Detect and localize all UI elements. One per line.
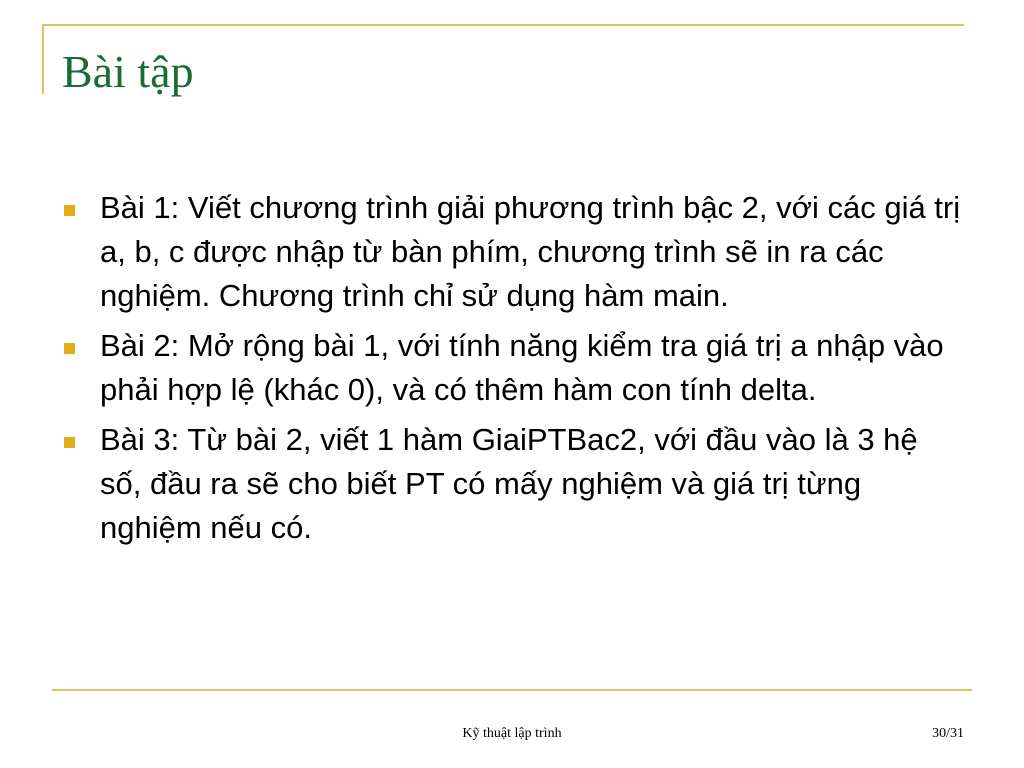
square-bullet-icon bbox=[64, 343, 75, 354]
frame-left-line bbox=[42, 24, 44, 94]
bullet-text: Bài 3: Từ bài 2, viết 1 hàm GiaiPTBac2, với đầu vào là 3 hệ số, đầu ra sẽ cho biết PT có mấy nghiệm và giá trị từng nghiệm nếu có. bbox=[100, 422, 918, 545]
square-bullet-icon bbox=[64, 437, 75, 448]
footer-course-name: Kỹ thuật lập trình bbox=[462, 726, 562, 741]
footer-divider bbox=[52, 689, 972, 691]
bullet-list bbox=[62, 186, 962, 556]
bullet-item-1 bbox=[62, 186, 962, 318]
slide-title: Bài tập bbox=[62, 46, 194, 97]
bullet-text: Bài 1: Viết chương trình giải phương trình bậc 2, với các giá trị a, b, c được nhập từ bàn phím, chương trình sẽ in ra các nghiệm. Chương trình chỉ sử dụng hàm main. bbox=[100, 190, 961, 313]
footer-page-number: 30/31 bbox=[932, 726, 964, 741]
bullet-text: Bài 2: Mở rộng bài 1, với tính năng kiểm tra giá trị a nhập vào phải hợp lệ (khác 0), và có thêm hàm con tính delta. bbox=[100, 328, 944, 407]
square-bullet-icon bbox=[64, 205, 75, 216]
frame-top-line bbox=[42, 24, 964, 26]
bullet-item-3 bbox=[62, 418, 962, 550]
bullet-item-2 bbox=[62, 324, 962, 412]
